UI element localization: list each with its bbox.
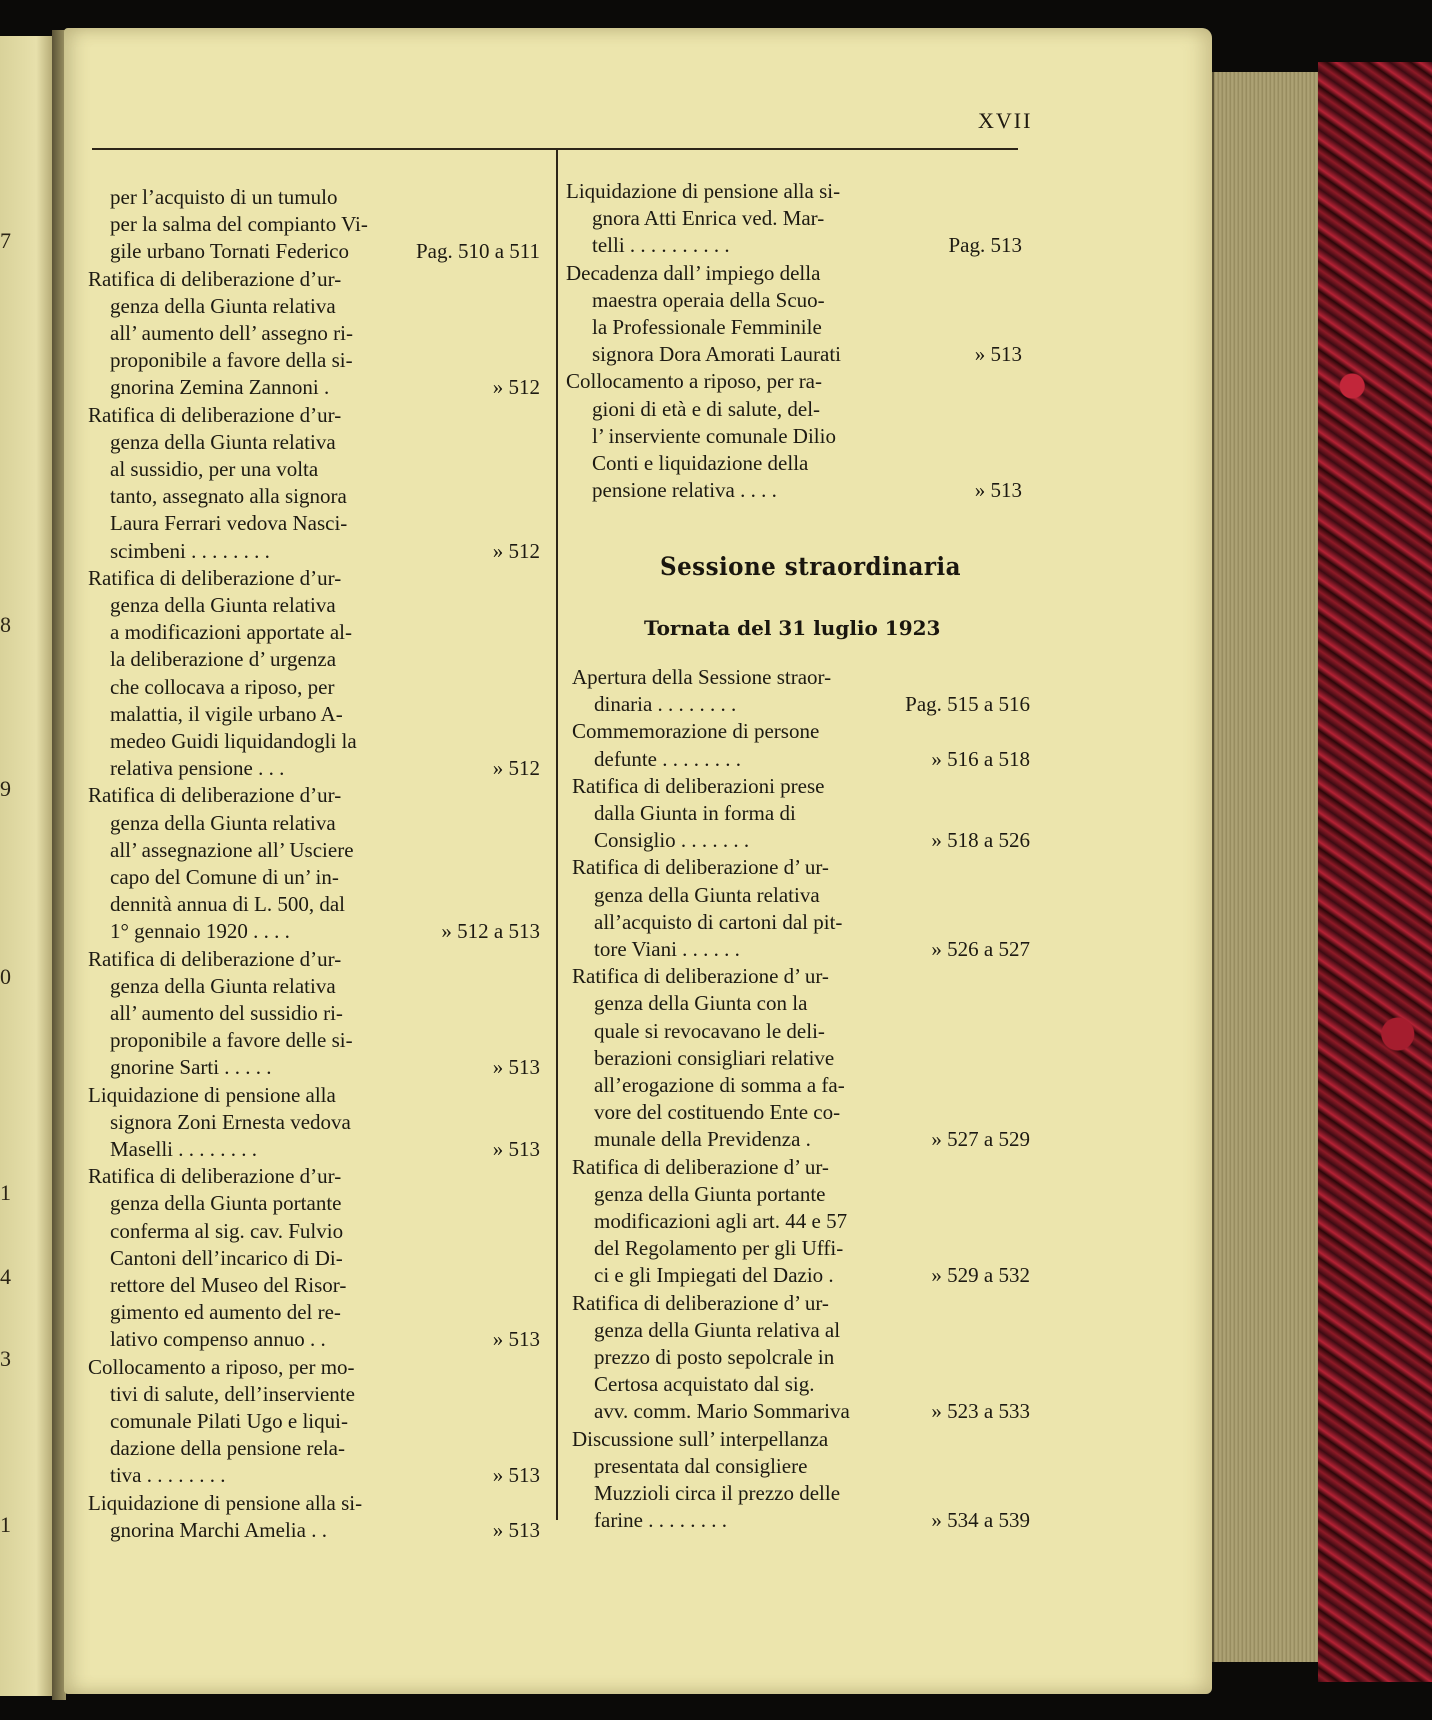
entry-line: genza della Giunta con la: [594, 991, 808, 1016]
page-reference: » 513: [492, 1055, 540, 1080]
entry-line: farine . . . . . . . .: [594, 1508, 727, 1533]
page-reference: » 526 a 527: [931, 937, 1030, 961]
entry-line: genza della Giunta relativa: [110, 973, 336, 998]
page-reference: » 516 a 518: [931, 746, 1030, 771]
entry-line: Cantoni dell’incarico di Di-: [110, 1245, 343, 1270]
page-reference: » 513: [492, 1327, 540, 1352]
page-block-edges: [1212, 72, 1320, 1662]
entry-line: del Regolamento per gli Uffi-: [594, 1236, 844, 1261]
entry-first-line: Ratifica di deliberazione d’ur-: [88, 946, 342, 971]
page-reference: Pag. 513: [948, 233, 1022, 258]
entry-first-line: Liquidazione di pensione alla si-: [88, 1490, 363, 1515]
entry-first-line: Discussione sull’ interpellanza: [572, 1426, 829, 1451]
entry-line: gnorine Sarti . . . . .: [110, 1055, 272, 1080]
entry-first-line: Ratifica di deliberazione d’ur-: [88, 565, 342, 590]
entry-line: malattia, il vigile urbano A-: [110, 701, 343, 726]
entry-first-line: Decadenza dall’ impiego della: [566, 260, 821, 285]
entry-line: dennità annua di L. 500, dal: [110, 892, 346, 917]
entry-line: che collocava a riposo, per: [110, 674, 335, 699]
entry-line: medeo Guidi liquidandogli la: [110, 729, 357, 753]
entry-line: tanto, assegnato alla signora: [110, 484, 347, 509]
entry-line: comunale Pilati Ugo e liqui-: [110, 1409, 348, 1433]
page-reference: » 527 a 529: [931, 1127, 1030, 1152]
margin-mark: 4: [0, 1264, 11, 1289]
entry-line: vore del costituendo Ente co-: [594, 1100, 841, 1125]
entry-first-line: Ratifica di deliberazione d’ ur-: [572, 964, 829, 989]
entry-line: Consiglio . . . . . . .: [594, 828, 750, 853]
sitting-heading: Tornata del 31 luglio 1923: [644, 616, 941, 640]
entry-line: gimento ed aumento del re-: [110, 1300, 341, 1325]
entry-line: all’ assegnazione all’ Usciere: [110, 837, 354, 862]
entry-first-line: Ratifica di deliberazione d’ur-: [88, 1164, 342, 1189]
entry-first-line: Collocamento a riposo, per mo-: [88, 1354, 355, 1379]
entry-line: capo del Comune di un’ in-: [110, 865, 339, 889]
entry-first-line: Liquidazione di pensione alla: [88, 1082, 336, 1107]
entry-line: maestra operaia della Scuo-: [592, 287, 825, 312]
entry-line: genza della Giunta relativa: [110, 810, 336, 835]
entry-first-line: per l’acquisto di un tumulo: [110, 185, 338, 209]
entry-line: rettore del Museo del Risor-: [110, 1273, 347, 1297]
entry-line: gnorina Zemina Zannoni .: [110, 375, 330, 400]
marbled-binding: [1318, 62, 1432, 1682]
entry-line: dalla Giunta in forma di: [594, 801, 796, 825]
entry-line: proponibile a favore della si-: [110, 348, 353, 373]
entry-line: genza della Giunta relativa: [110, 593, 336, 617]
entry-line: prezzo di posto sepolcrale in: [594, 1345, 835, 1369]
entry-line: gnorina Marchi Amelia . .: [110, 1517, 327, 1542]
entry-line: scimbeni . . . . . . . .: [110, 538, 270, 563]
entry-line: tiva . . . . . . . .: [110, 1463, 226, 1488]
entry-first-line: Ratifica di deliberazioni prese: [572, 773, 825, 798]
entry-line: all’ aumento dell’ assegno ri-: [110, 321, 353, 345]
entry-first-line: Ratifica di deliberazione d’ ur-: [572, 1154, 829, 1179]
page-reference: Pag. 515 a 516: [905, 692, 1030, 717]
entry-first-line: Ratifica di deliberazione d’ ur-: [572, 855, 829, 880]
entry-line: dinaria . . . . . . . .: [594, 692, 737, 717]
entry-line: avv. comm. Mario Sommariva: [594, 1399, 850, 1424]
entry-first-line: Ratifica di deliberazione d’ur-: [88, 402, 342, 427]
entry-line: genza della Giunta portante: [594, 1181, 826, 1206]
entry-line: quale si revocavano le deli-: [594, 1018, 825, 1043]
entry-line: Laura Ferrari vedova Nasci-: [110, 511, 348, 536]
entry-first-line: Collocamento a riposo, per ra-: [566, 369, 822, 394]
entry-first-line: Liquidazione di pensione alla si-: [566, 179, 841, 203]
entry-line: genza della Giunta relativa: [110, 293, 336, 318]
entry-line: gile urbano Tornati Federico: [110, 239, 349, 264]
entry-line: Conti e liquidazione della: [592, 451, 809, 475]
entry-line: genza della Giunta relativa: [594, 882, 820, 907]
entry-line: 1° gennaio 1920 . . . .: [110, 919, 290, 944]
page-reference: » 534 a 539: [931, 1508, 1030, 1533]
entry-line: ci e gli Impiegati del Dazio .: [594, 1263, 834, 1288]
header-rule: [92, 148, 1018, 150]
page-reference: Pag. 510 a 511: [415, 239, 540, 264]
entry-line: signora Dora Amorati Laurati: [592, 342, 842, 367]
entry-line: gioni di età e di salute, del-: [592, 396, 821, 421]
margin-mark: 1: [0, 1180, 11, 1205]
entry-first-line: Commemorazione di persone: [572, 719, 820, 744]
entry-line: defunte . . . . . . . .: [594, 746, 741, 771]
entry-line: la deliberazione d’ urgenza: [110, 647, 337, 672]
page-reference: » 513: [492, 1463, 540, 1488]
entry-line: conferma al sig. cav. Fulvio: [110, 1218, 344, 1243]
entry-line: tivi di salute, dell’inserviente: [110, 1381, 355, 1406]
entry-line: pensione relativa . . . .: [592, 478, 777, 503]
facing-page-edge: [0, 36, 54, 1696]
entry-line: all’erogazione di somma a fa-: [594, 1073, 845, 1097]
margin-mark: 1: [0, 1512, 11, 1537]
entry-line: al sussidio, per una volta: [110, 457, 319, 481]
margin-mark: 0: [0, 964, 11, 989]
entry-line: Muzzioli circa il prezzo delle: [594, 1481, 841, 1505]
entry-line: gnora Atti Enrica ved. Mar-: [592, 206, 825, 231]
entry-line: signora Zoni Ernesta vedova: [110, 1109, 351, 1134]
entry-line: genza della Giunta portante: [110, 1191, 342, 1216]
entry-first-line: Ratifica di deliberazione d’ur-: [88, 266, 342, 291]
entry-line: dazione della pensione rela-: [110, 1436, 345, 1461]
page-reference: » 523 a 533: [931, 1399, 1030, 1424]
margin-mark: 8: [0, 612, 11, 637]
margin-mark: 7: [0, 228, 11, 253]
entry-line: all’acquisto di cartoni dal pit-: [594, 909, 843, 934]
entry-line: presentata dal consigliere: [594, 1453, 808, 1478]
page-reference: » 513: [492, 1137, 540, 1161]
page-reference: » 512: [492, 756, 540, 781]
entry-line: l’ inserviente comunale Dilio: [592, 423, 836, 448]
entry-line: Maselli . . . . . . . .: [110, 1137, 257, 1161]
section-heading: Sessione straordinaria: [660, 552, 961, 581]
entry-line: modificazioni agli art. 44 e 57: [594, 1209, 848, 1233]
entry-line: munale della Previdenza .: [594, 1127, 811, 1152]
page-reference: » 513: [492, 1517, 540, 1542]
page-reference: » 512: [492, 538, 540, 563]
page-reference: » 512 a 513: [441, 919, 540, 944]
entry-line: per la salma del compianto Vi-: [110, 212, 368, 237]
page-reference: » 513: [974, 478, 1022, 503]
entry-line: telli . . . . . . . . . .: [592, 233, 730, 258]
entry-first-line: Ratifica di deliberazione d’ ur-: [572, 1290, 829, 1315]
margin-mark: 3: [0, 1346, 11, 1371]
page-reference: » 529 a 532: [931, 1263, 1030, 1288]
entry-line: tore Viani . . . . . .: [594, 937, 740, 961]
entry-first-line: Apertura della Sessione straor-: [572, 665, 832, 689]
entry-line: a modificazioni apportate al-: [110, 620, 352, 645]
entry-line: all’ aumento del sussidio ri-: [110, 1001, 343, 1025]
entry-line: relativa pensione . . .: [110, 756, 285, 781]
entry-first-line: Ratifica di deliberazione d’ur-: [88, 783, 342, 808]
entry-line: proponibile a favore delle si-: [110, 1028, 353, 1053]
entry-line: la Professionale Femminile: [592, 315, 822, 339]
margin-mark: 9: [0, 776, 11, 801]
entry-line: berazioni consigliari relative: [594, 1045, 835, 1070]
page-reference: » 518 a 526: [931, 828, 1030, 853]
entry-line: lativo compenso annuo . .: [110, 1327, 326, 1352]
entry-line: genza della Giunta relativa al: [594, 1317, 841, 1342]
entry-line: Certosa acquistato dal sig.: [594, 1372, 815, 1397]
page-folio-number: XVII: [978, 108, 1033, 133]
entry-line: genza della Giunta relativa: [110, 429, 336, 454]
page-reference: » 513: [974, 342, 1022, 367]
page-reference: » 512: [492, 375, 540, 400]
column-divider: [556, 150, 558, 1520]
